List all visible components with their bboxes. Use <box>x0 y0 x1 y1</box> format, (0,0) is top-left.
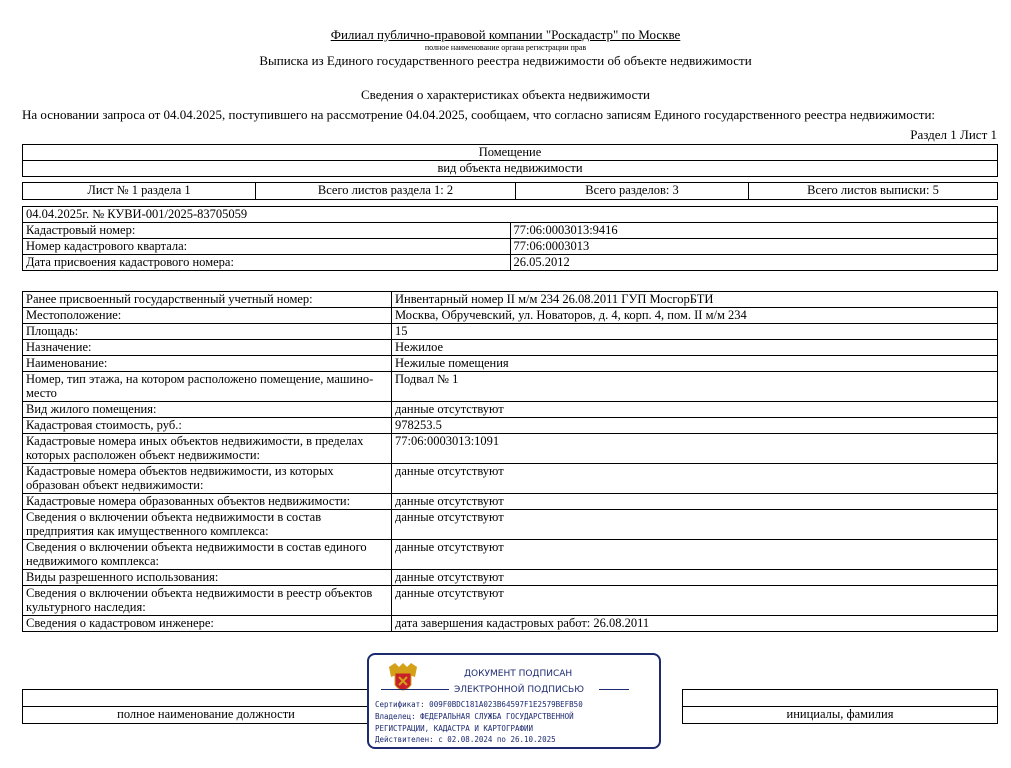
table-row <box>23 324 998 340</box>
row-value: дата завершения кадастровых работ: 26.08.2011 <box>392 616 998 632</box>
request-basis: На основании запроса от 04.04.2025, поступившего на рассмотрение 04.04.2025, сообщаем, что согласно записям Единого государственного реестра недвижимости: <box>22 107 936 122</box>
stamp-owner-2: РЕГИСТРАЦИИ, КАДАСТРА И КАРТОГРАФИИ <box>375 724 534 733</box>
table-row <box>23 308 998 324</box>
stamp-line-1: ДОКУМЕНТ ПОДПИСАН <box>464 669 573 679</box>
row-value: 77:06:0003013:1091 <box>392 434 998 464</box>
table-row <box>23 223 998 239</box>
table-row <box>23 586 998 616</box>
row-value: 77:06:0003013 <box>510 239 998 255</box>
table-row <box>23 570 998 586</box>
row-label: Сведения о включении объекта недвижимости в реестр объектов культурного наследия: <box>23 586 392 616</box>
row-value: данные отсутствуют <box>392 510 998 540</box>
row-label: Сведения о включении объекта недвижимости в состав единого недвижимого комплекса: <box>23 540 392 570</box>
name-caption: инициалы, фамилия <box>683 707 998 724</box>
record-number: 04.04.2025г. № КУВИ-001/2025-83705059 <box>23 207 998 223</box>
electronic-signature-stamp <box>367 653 661 749</box>
row-value: 978253.5 <box>392 418 998 434</box>
table-row <box>23 510 998 540</box>
characteristics-table <box>22 291 998 632</box>
row-value: данные отсутствуют <box>392 570 998 586</box>
table-row <box>23 464 998 494</box>
sheets-table <box>22 182 998 200</box>
table-row <box>23 292 998 308</box>
table-row <box>23 402 998 418</box>
table-row <box>23 616 998 632</box>
base-info-table <box>22 206 998 271</box>
row-value: данные отсутствуют <box>392 494 998 510</box>
table-row <box>23 540 998 570</box>
row-value: Москва, Обручевский, ул. Новаторов, д. 4, корп. 4, пом. II м/м 234 <box>392 308 998 324</box>
row-value: 26.05.2012 <box>510 255 998 271</box>
row-value: данные отсутствуют <box>392 540 998 570</box>
sheet-number: Лист № 1 раздела 1 <box>23 183 256 200</box>
row-label: Дата присвоения кадастрового номера: <box>23 255 511 271</box>
row-label: Кадастровый номер: <box>23 223 511 239</box>
row-label: Назначение: <box>23 340 392 356</box>
stamp-line-2: ЭЛЕКТРОННОЙ ПОДПИСЬЮ <box>454 685 584 695</box>
row-value: Подвал № 1 <box>392 372 998 402</box>
row-label: Номер кадастрового квартала: <box>23 239 511 255</box>
row-label: Номер, тип этажа, на котором расположено помещение, машино-место <box>23 372 392 402</box>
position-caption: полное наименование должности <box>23 707 390 724</box>
row-label: Площадь: <box>23 324 392 340</box>
object-type-caption: вид объекта недвижимости <box>23 161 998 177</box>
row-label: Сведения о включении объекта недвижимости в состав предприятия как имущественного комплекса: <box>23 510 392 540</box>
object-type: Помещение <box>23 145 998 161</box>
row-value: 77:06:0003013:9416 <box>510 223 998 239</box>
row-value: Нежилое <box>392 340 998 356</box>
row-value: Инвентарный номер II м/м 234 26.08.2011 ГУП МосгорБТИ <box>392 292 998 308</box>
table-row <box>23 434 998 464</box>
table-row <box>23 239 998 255</box>
table-row <box>23 340 998 356</box>
row-label: Кадастровые номера образованных объектов недвижимости: <box>23 494 392 510</box>
row-label: Виды разрешенного использования: <box>23 570 392 586</box>
stamp-certificate: Сертификат: 009F0BDC181A023B64597F1E2579BEFB50 <box>375 700 583 709</box>
row-label: Сведения о кадастровом инженере: <box>23 616 392 632</box>
table-row <box>23 372 998 402</box>
row-label: Кадастровые номера объектов недвижимости, из которых образован объект недвижимости: <box>23 464 392 494</box>
organization-name: Филиал публично-правовой компании "Роскадастр" по Москве <box>330 27 681 42</box>
table-row <box>23 356 998 372</box>
row-value: Нежилые помещения <box>392 356 998 372</box>
row-label: Кадастровая стоимость, руб.: <box>23 418 392 434</box>
row-label: Вид жилого помещения: <box>23 402 392 418</box>
row-label: Ранее присвоенный государственный учетный номер: <box>23 292 392 308</box>
row-value: данные отсутствуют <box>392 402 998 418</box>
table-row <box>23 418 998 434</box>
total-sheets-section: Всего листов раздела 1: 2 <box>256 183 516 200</box>
stamp-owner-1: Владелец: ФЕДЕРАЛЬНАЯ СЛУЖБА ГОСУДАРСТВЕННОЙ <box>375 712 574 721</box>
row-label: Наименование: <box>23 356 392 372</box>
section-title: Сведения о характеристиках объекта недвижимости <box>360 87 651 102</box>
object-type-table <box>22 144 998 177</box>
row-label: Кадастровые номера иных объектов недвижимости, в пределах которых расположен объект недвижимости: <box>23 434 392 464</box>
table-row <box>23 494 998 510</box>
table-row <box>23 255 998 271</box>
row-value: 15 <box>392 324 998 340</box>
coat-of-arms-icon <box>385 661 421 697</box>
row-value: данные отсутствуют <box>392 464 998 494</box>
stamp-validity: Действителен: с 02.08.2024 по 26.10.2025 <box>375 735 556 744</box>
row-value: данные отсутствуют <box>392 586 998 616</box>
section-sheet-ref: Раздел 1 Лист 1 <box>910 127 997 142</box>
total-sheets: Всего листов выписки: 5 <box>749 183 998 200</box>
row-label: Местоположение: <box>23 308 392 324</box>
document-title: Выписка из Единого государственного реестра недвижимости об объекте недвижимости <box>259 53 752 68</box>
organization-caption: полное наименование органа регистрации прав <box>424 43 587 52</box>
total-sections: Всего разделов: 3 <box>516 183 749 200</box>
